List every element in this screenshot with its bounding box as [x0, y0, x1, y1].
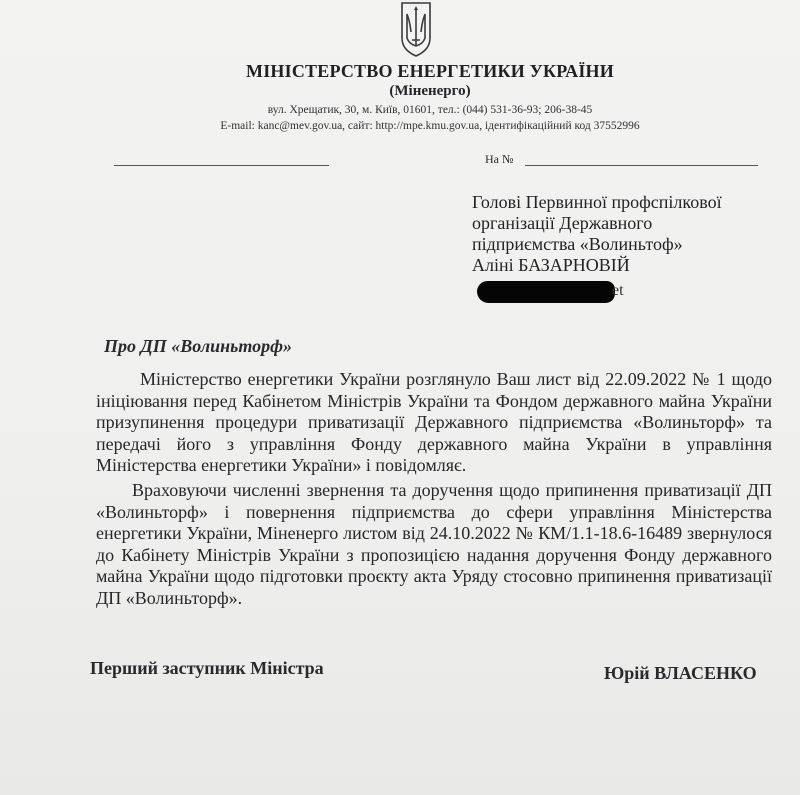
ministry-contacts: E-mail: kanc@mev.gov.ua, сайт: http://mpe.kmu.gov.ua, ідентифікаційний код 37552996	[220, 120, 640, 132]
signer-title: Перший заступник Міністра	[90, 658, 324, 678]
redaction-mark	[477, 281, 615, 303]
letter-subject: Про ДП «Волиньторф»	[104, 336, 292, 356]
ministry-short-name: (Міненерго)	[389, 83, 471, 99]
reference-number-line	[525, 165, 758, 166]
trident-emblem-icon	[399, 0, 433, 58]
body-paragraph-2: Враховуючи численні звернення та доручення щодо припинення приватизації ДП «Волиньторф» і повернення підприємства до сфери управління Міністерства енергетики України, Міненерго листом від 24.10.2022 № КМ/1.1-18.6-16489 звернулося до Кабінету Міністрів України з пропозицією надання доручення Фонду державного майна України щодо підготовки проєкту акта Уряду стосовно припинення приватизації ДП «Волиньторф».	[96, 480, 772, 608]
signer-name: Юрій ВЛАСЕНКО	[604, 663, 757, 683]
recipient-line: підприємства «Волиньтоф»	[472, 234, 683, 254]
outgoing-number-line	[114, 165, 329, 166]
ministry-name: МІНІСТЕРСТВО ЕНЕРГЕТИКИ УКРАЇНИ	[246, 61, 614, 81]
recipient-name: Аліні БАЗАРНОВІЙ	[472, 255, 630, 275]
redacted-text-tail: et	[612, 282, 624, 299]
ministry-address: вул. Хрещатик, 30, м. Київ, 01601, тел.: (044) 531-36-93; 206-38-45	[267, 104, 593, 116]
reference-number-label: На №	[485, 152, 514, 166]
recipient-line: організації Державного	[472, 213, 653, 233]
recipient-block	[472, 192, 722, 276]
recipient-line: Голові Первинної профспілкової	[472, 192, 722, 212]
body-paragraph-1: Міністерство енергетики України розглянуло Ваш лист від 22.09.2022 № 1 щодо ініціювання перед Кабінетом Міністрів України та Фондом державного майна України призупинення процедури приватизації Державного підприємства «Волиньторф» та передачі його з управління Фонду державного майна України в управління Міністерства енергетики України» і повідомляє.	[96, 369, 772, 475]
